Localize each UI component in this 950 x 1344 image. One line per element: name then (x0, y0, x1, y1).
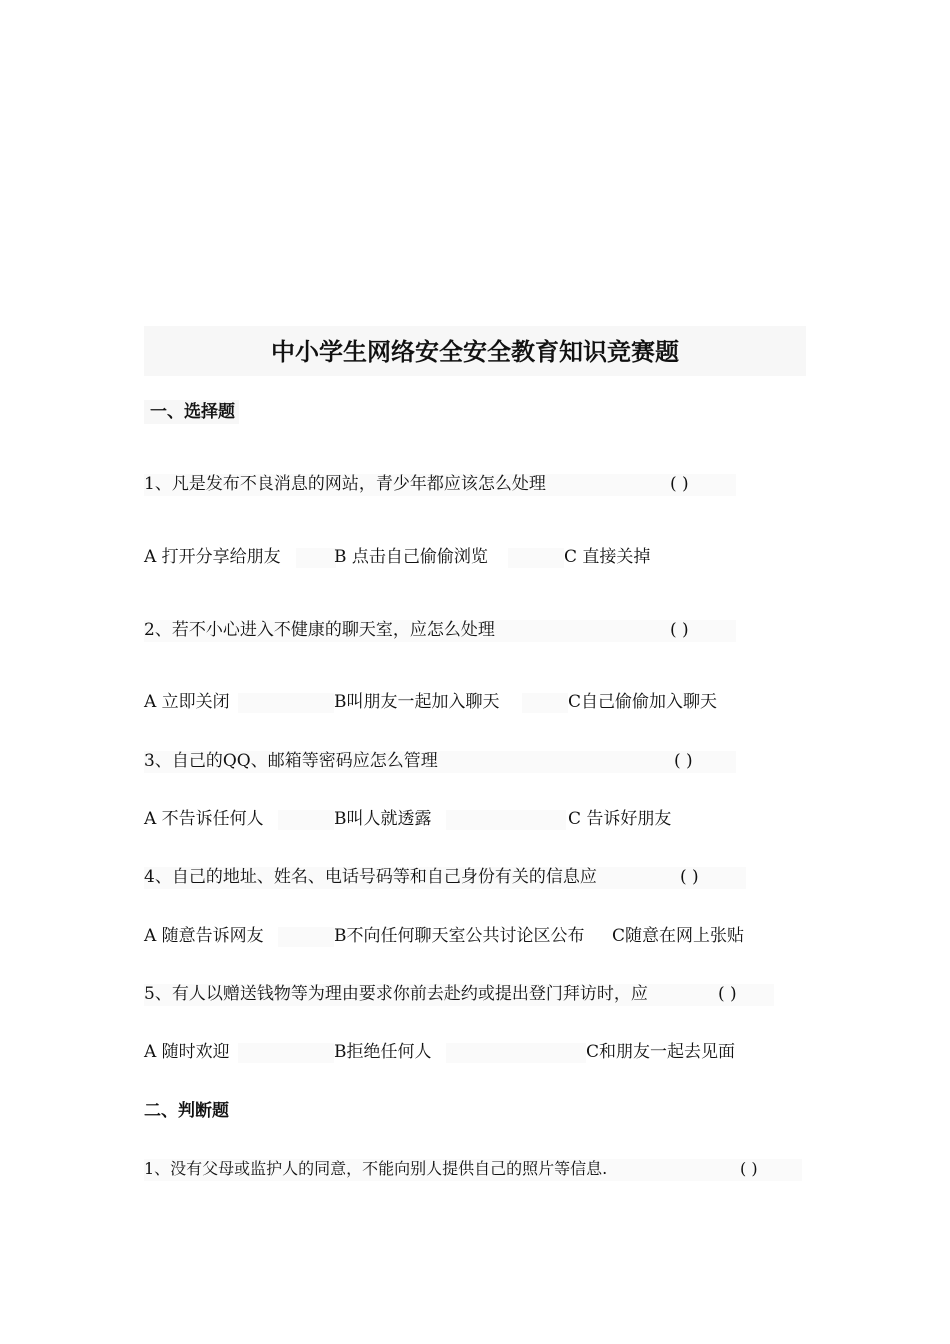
section-heading-choice: 一、选择题 (144, 400, 239, 424)
option-fill (238, 1043, 334, 1063)
page-title: 中小学生网络安全安全教育知识竞赛题 (271, 338, 679, 366)
choice-question-1: 1、凡是发布不良消息的网站，青少年都应该怎么处理 (144, 474, 546, 494)
option-fill (522, 693, 568, 713)
choice-question-5: 5、有人以赠送钱物等为理由要求你前去赴约或提出登门拜访时，应 (144, 984, 648, 1004)
option-fill (278, 927, 334, 947)
option-5b: B拒绝任何人 (334, 1042, 432, 1062)
option-3c: C 告诉好朋友 (568, 809, 672, 829)
option-fill (446, 1043, 586, 1063)
choice-question-3: 3、自己的QQ、邮箱等密码应怎么管理 (144, 751, 438, 771)
option-4b: B不向任何聊天室公共讨论区公布 (334, 926, 585, 946)
option-fill (296, 548, 336, 568)
option-3a: A 不告诉任何人 (144, 809, 264, 829)
judge-question-1: 1、没有父母或监护人的同意，不能向别人提供自己的照片等信息. (144, 1159, 608, 1178)
answer-paren-3: ( ) (674, 751, 693, 771)
answer-paren-4: ( ) (680, 867, 699, 887)
option-4a: A 随意告诉网友 (144, 926, 264, 946)
option-5a: A 随时欢迎 (144, 1042, 230, 1062)
option-fill (446, 810, 566, 830)
answer-paren-1: ( ) (670, 474, 689, 494)
section-heading-judge: 二、判断题 (144, 1101, 229, 1121)
option-2b: B叫朋友一起加入聊天 (334, 692, 500, 712)
option-1c: C 直接关掉 (564, 547, 651, 567)
answer-paren-5: ( ) (718, 984, 737, 1004)
option-fill (508, 548, 564, 568)
option-fill (238, 693, 334, 713)
choice-question-2: 2、若不小心进入不健康的聊天室，应怎么处理 (144, 620, 495, 640)
option-fill (278, 810, 334, 830)
choice-question-4: 4、自己的地址、姓名、电话号码等和自己身份有关的信息应 (144, 867, 597, 887)
option-3b: B叫人就透露 (334, 809, 432, 829)
judge-answer-paren-1: ( ) (740, 1159, 758, 1178)
option-4c: C随意在网上张贴 (612, 926, 745, 946)
option-1a: A 打开分享给朋友 (144, 547, 281, 567)
answer-paren-2: ( ) (670, 620, 689, 640)
option-1b: B 点击自己偷偷浏览 (334, 547, 488, 567)
option-2c: C自己偷偷加入聊天 (568, 692, 718, 712)
option-5c: C和朋友一起去见面 (586, 1042, 736, 1062)
option-2a: A 立即关闭 (144, 692, 230, 712)
